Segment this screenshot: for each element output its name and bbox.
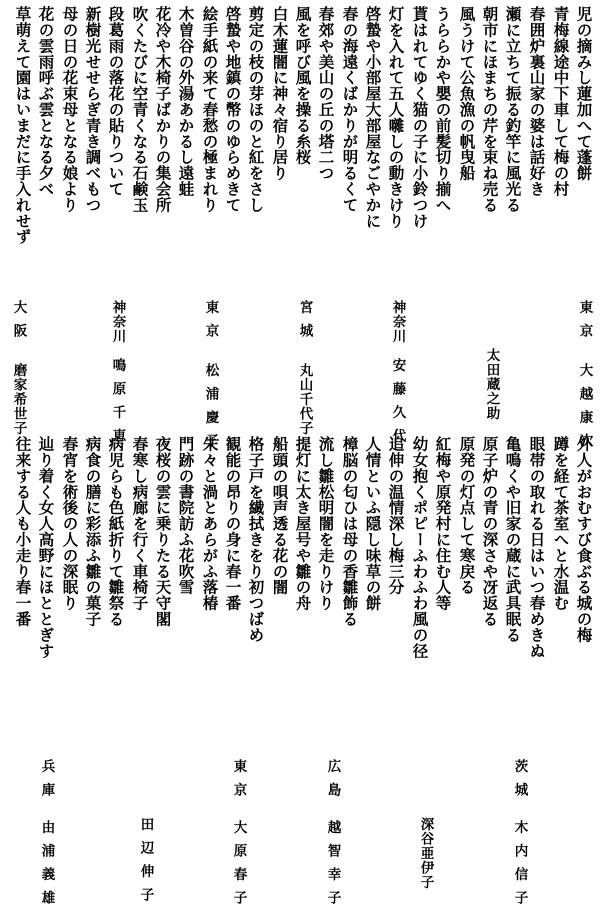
author-name: 大越康次 (576, 363, 593, 457)
haiku-line: 青梅線途中下車して梅の村 (551, 6, 571, 197)
haiku-line: 春宵を術後の人の深眠り (60, 436, 80, 611)
author-prefecture: 神奈川 (389, 300, 406, 344)
haiku-line: 病児らも色紙折りて雛祭る (106, 436, 126, 627)
haiku-line: 風うけて公魚漁の帆曳船 (457, 6, 477, 181)
haiku-line: 段葛雨の落花の貼りついて (106, 6, 126, 197)
haiku-line: 児の摘みし蓮加へて蓬餅 (574, 6, 594, 181)
author-entry (39, 759, 53, 914)
author-entry (418, 817, 432, 890)
haiku-line: 朱々と渦とあらがふ落椿 (200, 436, 220, 611)
haiku-line: 春囲炉裏山家の婆は話好き (527, 6, 547, 197)
haiku-line: 流し雛松明闇を走りけり (316, 436, 336, 611)
author-entry (390, 300, 404, 452)
haiku-line: うららかや嬰の前髪切り揃へ (433, 6, 453, 213)
haiku-line: 眼帯の取れる日はいつ春めきぬ (527, 436, 547, 659)
bottom-haiku-section (0, 430, 600, 745)
author-name: 鳴原千恵 (109, 357, 126, 452)
author-name: 田辺伸子 (137, 817, 154, 911)
author-entry (231, 759, 245, 914)
haiku-line: 草萌えて園はいまだに手入れせず (13, 6, 33, 245)
author-name: 太田蔵之助 (483, 348, 500, 421)
haiku-line: 啓蟄や地鎮の幣のゆらめきて (223, 6, 243, 213)
haiku-line: 春寒し病廊を行く車椅子 (130, 436, 150, 611)
haiku-line: 亀鳴くや旧家の蔵に武具眠る (503, 436, 523, 643)
author-name: 松浦慶子 (202, 363, 219, 457)
haiku-line: 花冷や木椅子ばかりの集会所 (153, 6, 173, 213)
haiku-line: 往来する人も小走り春一番 (13, 436, 33, 627)
haiku-line: 灯を入れて五人囃しの動きけり (386, 6, 406, 229)
haiku-line: 門跡の書院訪ふ花吹雪 (176, 436, 196, 595)
author-name: 丸山千代子 (296, 363, 313, 436)
haiku-line: 木曽谷の外湯あかるし遠蛙 (176, 6, 196, 197)
haiku-line: 追伸の温情深し梅三分 (386, 436, 406, 595)
haiku-line: 提灯に太き屋号や雛の舟 (293, 436, 313, 611)
haiku-line: 格子戸を繊拭きをり初つばめ (246, 436, 266, 643)
haiku-line: 辿り着く女人高野にほととぎす (36, 436, 56, 659)
bottom-authors-section (0, 745, 600, 914)
haiku-line: 人情といふ隠し味草の餅 (363, 436, 383, 611)
author-prefecture: 東京 (230, 759, 247, 806)
haiku-line: 夜桜の雲に乗りたる天守閣 (153, 436, 173, 627)
haiku-line: 船頭の唄声透る花の闇 (270, 436, 290, 595)
author-prefecture: 神奈川 (109, 300, 126, 344)
top-haiku-section (0, 0, 600, 300)
author-prefecture: 東京 (576, 300, 593, 347)
author-prefecture: 宮城 (296, 300, 313, 347)
author-entry (11, 300, 25, 436)
author-prefecture: 大阪 (10, 300, 27, 347)
author-name: 木内信子 (511, 820, 528, 914)
haiku-line: 原発の灯点して寒戻る (457, 436, 477, 595)
haiku-line: 春郊や美山の丘の塔二つ (316, 6, 336, 181)
haiku-line: 朝市にほまちの芹を束ね売る (480, 6, 500, 213)
haiku-line: 春の海遠くばかりが明るくて (340, 6, 360, 213)
haiku-line: 観能の昂りの身に春一番 (223, 436, 243, 611)
haiku-line: 剪定の枝の芽ほのと紅をさし (246, 6, 266, 213)
haiku-line: 病食の膳に彩添ふ雛の菓子 (83, 436, 103, 627)
top-authors-section (0, 300, 600, 457)
haiku-line: 風を呼び風を操る糸桜 (293, 6, 313, 165)
haiku-line: 貰はれてゆく猫の子に小鈴つけ (410, 6, 430, 229)
haiku-line: 外人がおむすび食ぶる城の梅 (574, 436, 594, 643)
haiku-line: 紅梅や原発村に住む人等 (433, 436, 453, 611)
haiku-line: 啓蟄や小部屋大部屋なごやかに (363, 6, 383, 229)
haiku-line: 花の雲雨呼ぶ雲となる夕べ (36, 6, 56, 197)
author-name: 深谷亜伊子 (417, 817, 434, 890)
author-name: 大原春子 (230, 820, 247, 914)
author-entry (297, 300, 311, 436)
author-entry (512, 759, 526, 914)
author-prefecture: 茨城 (511, 759, 528, 806)
author-name: 安藤久代 (389, 357, 406, 452)
haiku-line: 樟脳の匂ひは母の香雛飾る (340, 436, 360, 627)
haiku-line: 白木蓮闇に神々宿り居り (270, 6, 290, 181)
author-entry (110, 300, 124, 452)
haiku-line: 絵手紙の来て春愁の極まれり (200, 6, 220, 213)
haiku-line: 新樹光せせらぎ青き調べもつ (83, 6, 103, 213)
haiku-line: 母の日の花束母となる娘より (60, 6, 80, 213)
author-entry (484, 348, 498, 421)
author-name: 越智幸子 (324, 820, 341, 914)
author-prefecture: 兵庫 (38, 759, 55, 806)
haiku-line: 瀬に立ちて振る釣竿に風光る (503, 6, 523, 213)
author-prefecture: 広島 (324, 759, 341, 806)
haiku-line: 吹くたびに空青くなる石鹸玉 (130, 6, 150, 213)
author-prefecture: 東京 (202, 300, 219, 347)
haiku-line: 蹲を経て茶室へと水温む (551, 436, 571, 611)
haiku-line: 原子炉の青の深さや冴返る (480, 436, 500, 627)
haiku-line: 幼女抱くポピーふわふわ風の径 (410, 436, 430, 659)
author-name: 磨家希世子 (10, 363, 27, 436)
author-name: 由浦義雄 (38, 820, 55, 914)
author-entry (138, 817, 152, 911)
author-entry (325, 759, 339, 914)
